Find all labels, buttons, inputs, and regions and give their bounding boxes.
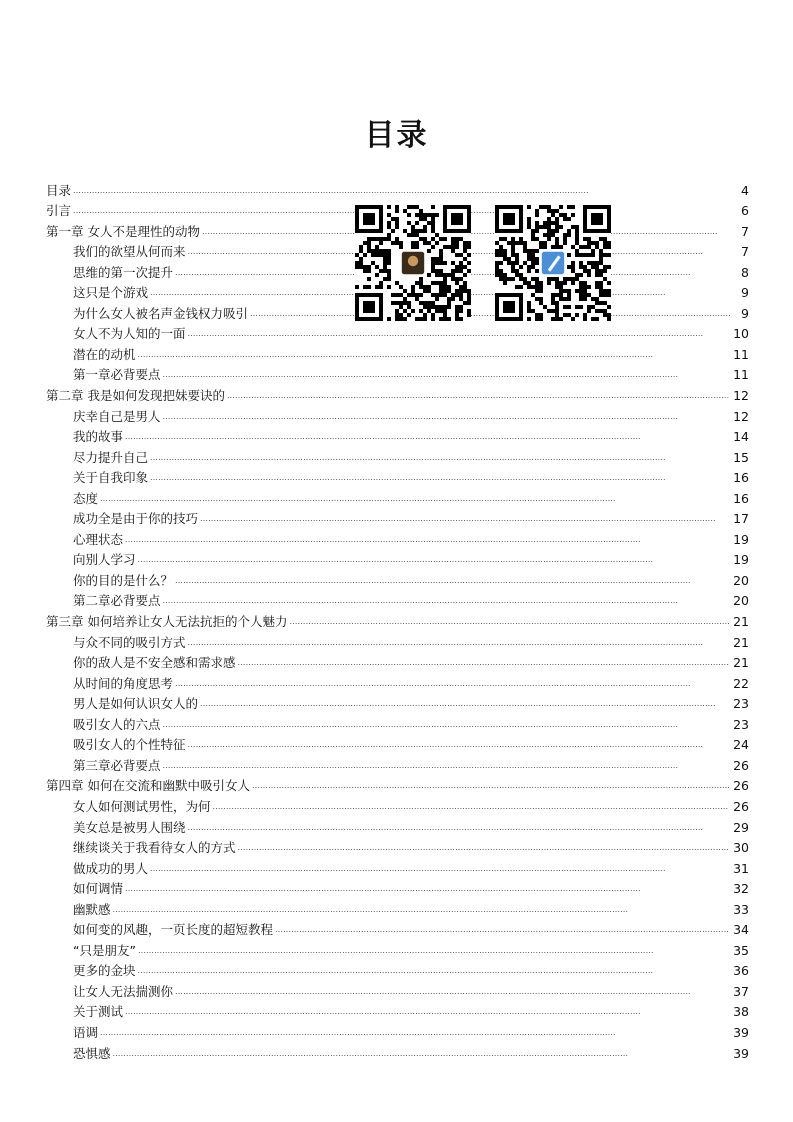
- toc-leader-dots: [73, 183, 731, 198]
- toc-entry-page: 16: [733, 490, 749, 506]
- toc-entry[interactable]: [46, 403, 749, 424]
- toc-entry[interactable]: [46, 608, 749, 629]
- toc-entry-page: 32: [733, 881, 749, 897]
- toc-entry[interactable]: [46, 177, 749, 198]
- toc-entry[interactable]: [46, 465, 749, 486]
- toc-entry[interactable]: [46, 691, 749, 712]
- toc-entry-title: 女人如何测试男性，为何: [73, 798, 211, 814]
- toc-leader-dots: [138, 347, 730, 362]
- toc-entry[interactable]: [46, 547, 749, 568]
- toc-leader-dots: [138, 552, 730, 567]
- toc-entry-page: 16: [733, 470, 749, 486]
- toc-entry-title: 女人不为人知的一面: [73, 326, 186, 342]
- toc-entry[interactable]: [46, 650, 749, 671]
- toc-leader-dots: [289, 614, 729, 629]
- toc-entry[interactable]: [46, 567, 749, 588]
- toc-entry-page: 35: [733, 942, 749, 958]
- toc-entry-page: 31: [733, 860, 749, 876]
- toc-entry-page: 4: [741, 182, 749, 198]
- toc-entry-title: 第一章必背要点: [73, 367, 161, 383]
- toc-leader-dots: [200, 511, 729, 526]
- toc-entry-title: 尽力提升自己: [73, 449, 149, 465]
- toc-leader-dots: [125, 881, 729, 896]
- toc-leader-dots: [163, 367, 730, 382]
- qr-code-left: [355, 205, 471, 321]
- toc-entry[interactable]: [46, 321, 749, 342]
- toc-entry-title: 第四章 如何在交流和幽默中吸引女人: [46, 778, 250, 794]
- toc-leader-dots: [188, 635, 730, 650]
- toc-entry-page: 12: [733, 408, 749, 424]
- toc-entry-page: 21: [733, 634, 749, 650]
- toc-entry-title: 吸引女人的个性特征: [73, 737, 186, 753]
- toc-entry-page: 22: [733, 675, 749, 691]
- toc-entry-title: 关于测试: [73, 1004, 124, 1020]
- toc-entry-page: 38: [733, 1004, 749, 1020]
- toc-entry[interactable]: [46, 485, 749, 506]
- toc-entry-page: 21: [733, 614, 749, 630]
- page-title: 目录: [364, 118, 429, 153]
- toc-entry-title: 你的敌人是不安全感和需求感: [73, 655, 236, 671]
- toc-entry-title: 美女总是被男人围绕: [73, 819, 186, 835]
- toc-entry-page: 29: [733, 819, 749, 835]
- toc-entry[interactable]: [46, 896, 749, 917]
- toc-entry-page: 34: [733, 922, 749, 938]
- toc-leader-dots: [113, 902, 730, 917]
- toc-entry-title: 第三章 如何培养让女人无法抗拒的个人魅力: [46, 614, 288, 630]
- toc-leader-dots: [275, 922, 729, 937]
- toc-entry-page: 26: [733, 778, 749, 794]
- toc-entry[interactable]: [46, 814, 749, 835]
- toc-entry[interactable]: [46, 526, 749, 547]
- toc-entry-page: 33: [733, 901, 749, 917]
- toc-entry[interactable]: [46, 444, 749, 465]
- toc-leader-dots: [238, 840, 730, 855]
- toc-entry-page: 15: [733, 449, 749, 465]
- toc-entry-title: 第二章 我是如何发现把妹要诀的: [46, 388, 225, 404]
- toc-entry-title: “只是朋友”: [73, 942, 136, 958]
- toc-entry-title: 如何调情: [73, 881, 124, 897]
- toc-entry-page: 26: [733, 798, 749, 814]
- toc-entry-page: 23: [733, 696, 749, 712]
- qr-code-right: [495, 205, 611, 321]
- toc-entry-title: 第一章 女人不是理性的动物: [46, 223, 200, 239]
- toc-entry-title: 第二章必背要点: [73, 593, 161, 609]
- toc-leader-dots: [163, 758, 730, 773]
- toc-entry-title: 目录: [46, 182, 72, 198]
- toc-entry-title: 潜在的动机: [73, 346, 136, 362]
- toc-entry-page: 39: [733, 1045, 749, 1061]
- toc-entry[interactable]: [46, 793, 749, 814]
- toc-entry-title: 让女人无法揣测你: [73, 983, 174, 999]
- toc-entry-title: 心理状态: [73, 531, 124, 547]
- toc-entry-page: 20: [733, 593, 749, 609]
- toc-leader-dots: [100, 1025, 729, 1040]
- toc-leader-dots: [163, 717, 730, 732]
- toc-entry-page: 12: [733, 388, 749, 404]
- toc-leader-dots: [175, 676, 729, 691]
- toc-entry[interactable]: [46, 978, 749, 999]
- toc-entry-page: 19: [733, 531, 749, 547]
- toc-entry-title: 向别人学习: [73, 552, 136, 568]
- toc-entry-title: 如何变的风趣，一页长度的超短教程: [73, 922, 274, 938]
- toc-entry-page: 6: [741, 203, 749, 219]
- toc-leader-dots: [150, 861, 729, 876]
- toc-entry-title: 恐惧感: [73, 1045, 111, 1061]
- toc-entry-title: 我们的欲望从何而来: [73, 244, 186, 260]
- toc-entry[interactable]: [46, 424, 749, 445]
- toc-entry-title: 更多的金块: [73, 963, 136, 979]
- toc-entry-page: 24: [733, 737, 749, 753]
- toc-entry[interactable]: [46, 1019, 749, 1040]
- toc-leader-dots: [113, 1046, 730, 1061]
- toc-entry[interactable]: [46, 937, 749, 958]
- toc-entry-title: 做成功的男人: [73, 860, 149, 876]
- toc-entry-title: 引言: [46, 203, 72, 219]
- qr-code-icon: [495, 205, 611, 321]
- toc-leader-dots: [188, 326, 730, 341]
- toc-leader-dots: [200, 696, 729, 711]
- toc-entry-title: 思维的第一次提升: [73, 264, 174, 280]
- toc-entry[interactable]: [46, 917, 749, 938]
- toc-entry-title: 男人是如何认识女人的: [73, 696, 199, 712]
- toc-entry-title: 这只是个游戏: [73, 285, 149, 301]
- toc-entry-page: 9: [741, 305, 749, 321]
- toc-entry[interactable]: [46, 670, 749, 691]
- toc-leader-dots: [125, 532, 729, 547]
- toc-entry[interactable]: [46, 855, 749, 876]
- toc-entry-page: 23: [733, 716, 749, 732]
- toc-entry[interactable]: [46, 382, 749, 403]
- toc-leader-dots: [175, 984, 729, 999]
- toc-entry-page: 30: [733, 840, 749, 856]
- toc-entry-title: 成功全是由于你的技巧: [73, 511, 199, 527]
- toc-leader-dots: [175, 573, 729, 588]
- toc-entry-page: 7: [741, 223, 749, 239]
- toc-leader-dots: [238, 655, 730, 670]
- toc-entry-title: 为什么女人被名声金钱权力吸引: [73, 305, 249, 321]
- toc-entry-page: 20: [733, 572, 749, 588]
- toc-entry-page: 14: [733, 429, 749, 445]
- qr-code-icon: [355, 205, 471, 321]
- toc-entry-title: 关于自我印象: [73, 470, 149, 486]
- toc-entry-title: 继续谈关于我看待女人的方式: [73, 840, 236, 856]
- toc-entry-title: 你的目的是什么？: [73, 572, 174, 588]
- toc-entry-page: 11: [733, 346, 749, 362]
- toc-entry-page: 37: [733, 983, 749, 999]
- toc-entry-title: 态度: [73, 490, 99, 506]
- toc-entry[interactable]: [46, 362, 749, 383]
- toc-leader-dots: [250, 306, 731, 321]
- toc-entry[interactable]: [46, 773, 749, 794]
- toc-entry-title: 语调: [73, 1024, 99, 1040]
- toc-entry-page: 10: [733, 326, 749, 342]
- toc-entry[interactable]: [46, 835, 749, 856]
- toc-entry-page: 11: [733, 367, 749, 383]
- toc-entry-title: 我的故事: [73, 429, 124, 445]
- toc-leader-dots: [188, 737, 730, 752]
- toc-entry-page: 39: [733, 1024, 749, 1040]
- toc-leader-dots: [213, 799, 730, 814]
- toc-entry-page: 17: [733, 511, 749, 527]
- toc-entry[interactable]: [46, 958, 749, 979]
- toc-entry-page: 8: [741, 264, 749, 280]
- toc-entry-title: 第三章必背要点: [73, 757, 161, 773]
- toc-entry[interactable]: [46, 629, 749, 650]
- toc-entry[interactable]: [46, 999, 749, 1020]
- toc-entry-page: 9: [741, 285, 749, 301]
- toc-entry-page: 7: [741, 244, 749, 260]
- toc-leader-dots: [163, 593, 730, 608]
- toc-entry-title: 幽默感: [73, 901, 111, 917]
- toc-entry[interactable]: [46, 876, 749, 897]
- toc-leader-dots: [188, 820, 730, 835]
- toc-entry-page: 26: [733, 757, 749, 773]
- toc-leader-dots: [125, 429, 729, 444]
- toc-entry[interactable]: [46, 1040, 749, 1061]
- toc-leader-dots: [125, 1004, 729, 1019]
- toc-entry-title: 与众不同的吸引方式: [73, 634, 186, 650]
- toc-entry[interactable]: [46, 711, 749, 732]
- toc-entry-page: 21: [733, 655, 749, 671]
- toc-leader-dots: [150, 470, 729, 485]
- toc-entry-title: 吸引女人的六点: [73, 716, 161, 732]
- toc-leader-dots: [150, 450, 729, 465]
- toc-leader-dots: [100, 491, 729, 506]
- toc-entry-title: 庆幸自己是男人: [73, 408, 161, 424]
- toc-leader-dots: [163, 409, 730, 424]
- toc-entry[interactable]: [46, 588, 749, 609]
- toc-entry[interactable]: [46, 341, 749, 362]
- toc-leader-dots: [252, 778, 729, 793]
- toc-entry-page: 19: [733, 552, 749, 568]
- toc-entry[interactable]: [46, 506, 749, 527]
- toc-leader-dots: [227, 388, 729, 403]
- toc-leader-dots: [138, 963, 730, 978]
- toc-entry[interactable]: [46, 732, 749, 753]
- toc-entry[interactable]: [46, 752, 749, 773]
- toc-entry-title: 从时间的角度思考: [73, 675, 174, 691]
- toc-entry-page: 36: [733, 963, 749, 979]
- toc-leader-dots: [138, 943, 729, 958]
